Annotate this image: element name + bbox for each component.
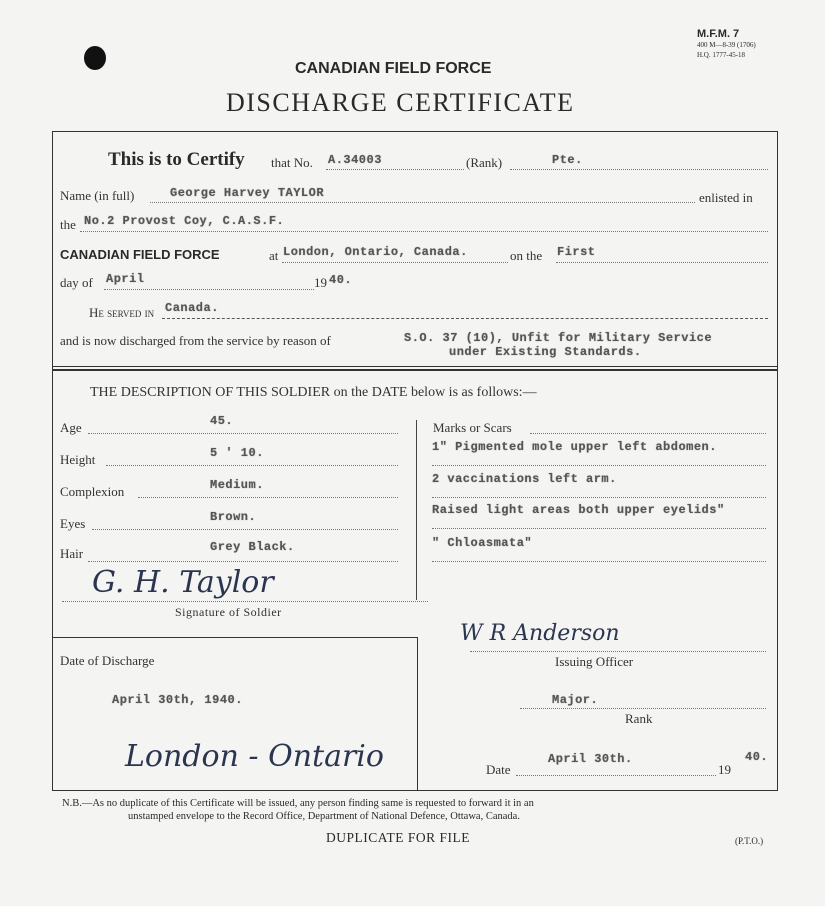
dotted-line	[106, 465, 398, 466]
hair-label: Hair	[60, 546, 84, 561]
punch-hole	[84, 46, 106, 70]
dotted-line	[510, 169, 768, 170]
page-title: DISCHARGE CERTIFICATE	[226, 88, 575, 117]
double-divider	[52, 366, 778, 371]
dotted-line	[282, 262, 508, 263]
officer-year: 40.	[745, 750, 769, 764]
mark-4: " Chloasmata"	[432, 536, 533, 550]
dotted-line	[470, 651, 766, 652]
enlist-day: First	[557, 245, 596, 259]
day-of-label: day of	[60, 275, 93, 290]
rank-label-bottom: Rank	[625, 711, 653, 726]
mark-2: 2 vaccinations left arm.	[432, 472, 617, 486]
reason-line-2: under Existing Standards.	[449, 345, 642, 359]
form-code: M.F.M. 7	[697, 28, 740, 40]
column-divider	[416, 420, 417, 600]
duplicate-label: DUPLICATE FOR FILE	[326, 830, 471, 845]
pto-label: (P.T.O.)	[735, 836, 764, 846]
dotted-line	[516, 775, 716, 776]
officer-year-prefix: 19	[718, 762, 731, 777]
rank-label: (Rank)	[466, 155, 503, 170]
dotted-line	[556, 262, 768, 263]
dotted-line	[104, 289, 314, 290]
form-hq: H.Q. 1777-45-18	[697, 51, 746, 59]
dotted-line	[62, 601, 428, 602]
served-in: Canada.	[165, 301, 219, 315]
dotted-line	[88, 433, 398, 434]
mark-1: 1" Pigmented mole upper left abdomen.	[432, 440, 717, 454]
dotted-line	[520, 708, 766, 709]
soldier-signature: G. H. Taylor	[92, 565, 274, 600]
issuing-officer-label: Issuing Officer	[555, 654, 634, 669]
reason-line-1: S.O. 37 (10), Unfit for Military Service	[404, 331, 713, 345]
dotted-line	[138, 497, 398, 498]
reason-label: and is now discharged from the service by reason of	[60, 333, 331, 348]
dotted-line	[432, 528, 766, 529]
unit: No.2 Provost Coy, C.A.S.F.	[84, 214, 285, 228]
dotted-line	[92, 529, 398, 530]
org-heading: CANADIAN FIELD FORCE	[295, 60, 492, 77]
date-label: Date	[486, 762, 511, 777]
cff-label: CANADIAN FIELD FORCE	[60, 247, 220, 262]
complexion-value: Medium.	[210, 478, 264, 492]
officer-signature: W R Anderson	[460, 621, 620, 646]
height-value: 5 ' 10.	[210, 446, 264, 460]
nb-notice: N.B.—As no duplicate of this Certificate will be issued, any person finding same is requested to forward it in an	[62, 798, 534, 809]
served-label: He served in	[89, 305, 155, 320]
dotted-line	[432, 497, 766, 498]
enlist-place: London, Ontario, Canada.	[283, 245, 468, 259]
name-label: Name (in full)	[60, 188, 135, 203]
eyes-value: Brown.	[210, 510, 257, 524]
dotted-line	[530, 433, 766, 434]
dotted-line	[88, 561, 398, 562]
hair-value: Grey Black.	[210, 540, 295, 554]
dotted-line	[326, 169, 464, 170]
date-of-discharge: April 30th, 1940.	[112, 693, 243, 707]
height-label: Height	[60, 452, 96, 467]
the-label: the	[60, 217, 76, 232]
marks-label: Marks or Scars	[433, 420, 512, 435]
complexion-label: Complexion	[60, 484, 125, 499]
enlist-month: April	[106, 272, 145, 286]
dotted-line	[80, 231, 768, 232]
date-of-discharge-label: Date of Discharge	[60, 653, 155, 668]
mark-3: Raised light areas both upper eyelids"	[432, 503, 725, 517]
service-number: A.34003	[328, 153, 382, 167]
year-prefix: 19	[314, 275, 327, 290]
eyes-label: Eyes	[60, 516, 86, 531]
dotted-line	[432, 561, 766, 562]
age-value: 45.	[210, 414, 234, 428]
rank-value: Pte.	[552, 153, 583, 167]
dotted-line	[432, 465, 766, 466]
soldier-signature-label: Signature of Soldier	[175, 605, 282, 619]
at-label: at	[269, 248, 279, 263]
enlist-year: 40.	[329, 273, 353, 287]
age-label: Age	[60, 420, 82, 435]
on-the-label: on the	[510, 248, 543, 263]
full-name: George Harvey TAYLOR	[170, 186, 325, 200]
certify-lead: This is to Certify	[108, 149, 245, 170]
description-heading: THE DESCRIPTION OF THIS SOLDIER on the DATE below is as follows:—	[90, 385, 537, 400]
enlisted-label: enlisted in	[699, 190, 753, 205]
dotted-line	[150, 202, 695, 203]
form-print: 400 M—8-39 (1706)	[697, 41, 756, 49]
nb-notice-2: unstamped envelope to the Record Office, Department of National Defence, Ottawa, Canada.	[128, 811, 520, 822]
that-no-label: that No.	[271, 155, 313, 170]
dotted-line	[162, 318, 768, 319]
officer-date: April 30th.	[548, 752, 633, 766]
discharge-place: London - Ontario	[125, 739, 384, 774]
officer-rank: Major.	[552, 693, 599, 707]
